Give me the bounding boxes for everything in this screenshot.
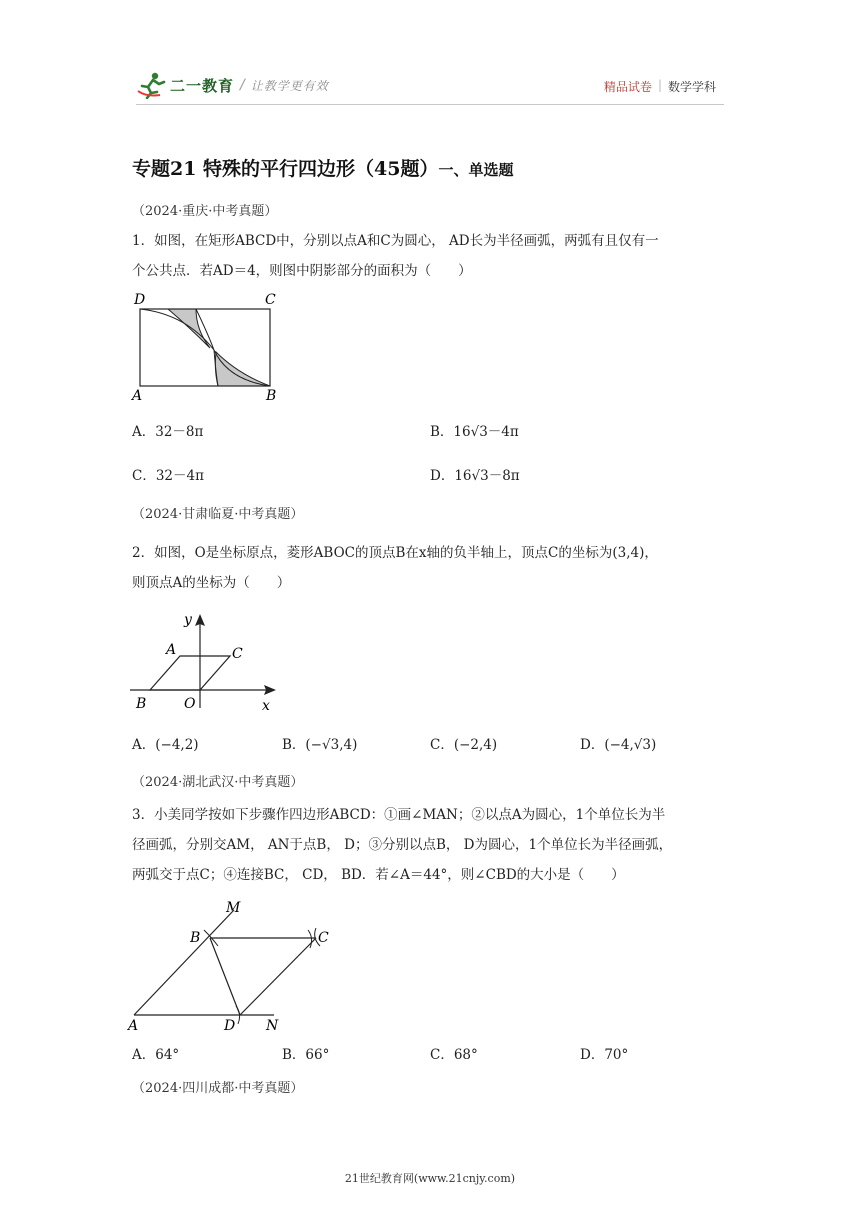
q2-figure <box>128 608 284 716</box>
q3-segment-cd <box>240 938 316 1015</box>
q1-shade-top <box>168 309 210 348</box>
page-title <box>132 154 514 181</box>
section-title: 一、单选题 <box>438 161 514 179</box>
q2-label-y: y <box>184 612 192 628</box>
q3-stem <box>132 800 742 890</box>
q2-rhombus <box>150 656 230 690</box>
q1-figure <box>128 290 288 402</box>
logo-slogan: 让教学更有效 <box>250 78 329 93</box>
q3-label-n: N <box>266 1018 279 1034</box>
header-rule <box>136 104 724 105</box>
q2-line-1: 2．如图，O是坐标原点，菱形ABOC的顶点B在x轴的负半轴上，顶点C的坐标为(3,4)， <box>132 545 658 561</box>
header-divider: | <box>657 78 662 92</box>
q3-option-a[interactable]: A．64° <box>132 1047 180 1063</box>
q3-line-2: 径画弧，分别交AM， AN于点B， D；③分别以点B， D为圆心，1个单位长为半径画弧， <box>132 837 673 853</box>
q1-label-a: A <box>132 388 143 402</box>
q3-line-3: 两弧交于点C；④连接BC， CD， BD．若∠A＝44°，则∠CBD的大小是（ ） <box>132 867 625 883</box>
q3-label-a: A <box>128 1018 139 1034</box>
q1-option-d[interactable]: D．16√3－8π <box>430 468 520 484</box>
page-footer: 21世纪教育网(www.21cnjy.com) <box>344 1172 516 1185</box>
q3-label-d: D <box>224 1018 236 1034</box>
q3-segment-bd <box>210 938 240 1015</box>
q2-option-a[interactable]: A．(−4,2) <box>132 737 199 753</box>
q2-label-o: O <box>184 696 196 712</box>
q1-line-2: 个公共点．若AD＝4，则图中阴影部分的面积为（ ） <box>132 263 472 279</box>
q2-stem <box>132 538 742 598</box>
q2-label-a: A <box>166 642 177 658</box>
q3-line-1: 3．小美同学按如下步骤作四边形ABCD：①画∠MAN；②以点A为圆心，1个单位长为半 <box>132 807 666 823</box>
q1-line-1: 1．如图，在矩形ABCD中，分别以点A和C为圆心， AD长为半径画弧，两弧有且仅有一 <box>132 233 659 249</box>
q4-source: （2024·四川成都·中考真题） <box>132 1081 304 1096</box>
q1-option-c[interactable]: C．32－4π <box>132 468 204 484</box>
logo: 二一教育 / 让教学更有效 <box>136 70 329 100</box>
q3-figure <box>126 898 336 1034</box>
q3-option-b[interactable]: B．66° <box>282 1047 330 1063</box>
q3-label-m: M <box>226 900 241 916</box>
q1-source: （2024·重庆·中考真题） <box>132 204 278 219</box>
q2-source: （2024·甘肃临夏·中考真题） <box>132 507 304 522</box>
q2-label-b: B <box>136 696 147 712</box>
q2-label-c: C <box>232 646 243 662</box>
q1-option-b[interactable]: B．16√3－4π <box>430 424 519 440</box>
q3-source: （2024·湖北武汉·中考真题） <box>132 775 304 790</box>
q2-option-b[interactable]: B．(−√3,4) <box>282 737 358 753</box>
runner-logo-icon <box>136 71 168 99</box>
q1-label-d: D <box>134 292 146 308</box>
logo-name: 二一教育 <box>170 76 235 95</box>
q2-line-2: 则顶点A的坐标为（ ） <box>132 575 291 591</box>
header-tag-subject: 数学学科 <box>667 80 716 94</box>
q2-label-x: x <box>262 698 270 714</box>
header-tag-premium: 精品试卷 <box>603 80 652 94</box>
header-right <box>604 78 716 95</box>
q1-rectangle <box>140 309 270 386</box>
q1-shade-bottom <box>215 352 270 386</box>
q1-label-c: C <box>265 292 276 308</box>
q3-option-d[interactable]: D．70° <box>580 1047 629 1063</box>
q1-label-b: B <box>266 388 277 402</box>
q3-option-c[interactable]: C．68° <box>430 1047 478 1063</box>
q3-label-c: C <box>318 930 329 946</box>
title-main: 专题21 特殊的平行四边形（45题） <box>132 158 439 180</box>
q1-option-a[interactable]: A．32－8π <box>132 424 204 440</box>
q2-option-d[interactable]: D．(−4,√3) <box>580 737 657 753</box>
q3-label-b: B <box>190 930 201 946</box>
q2-option-c[interactable]: C．(−2,4) <box>430 737 498 753</box>
q1-stem <box>132 226 732 286</box>
